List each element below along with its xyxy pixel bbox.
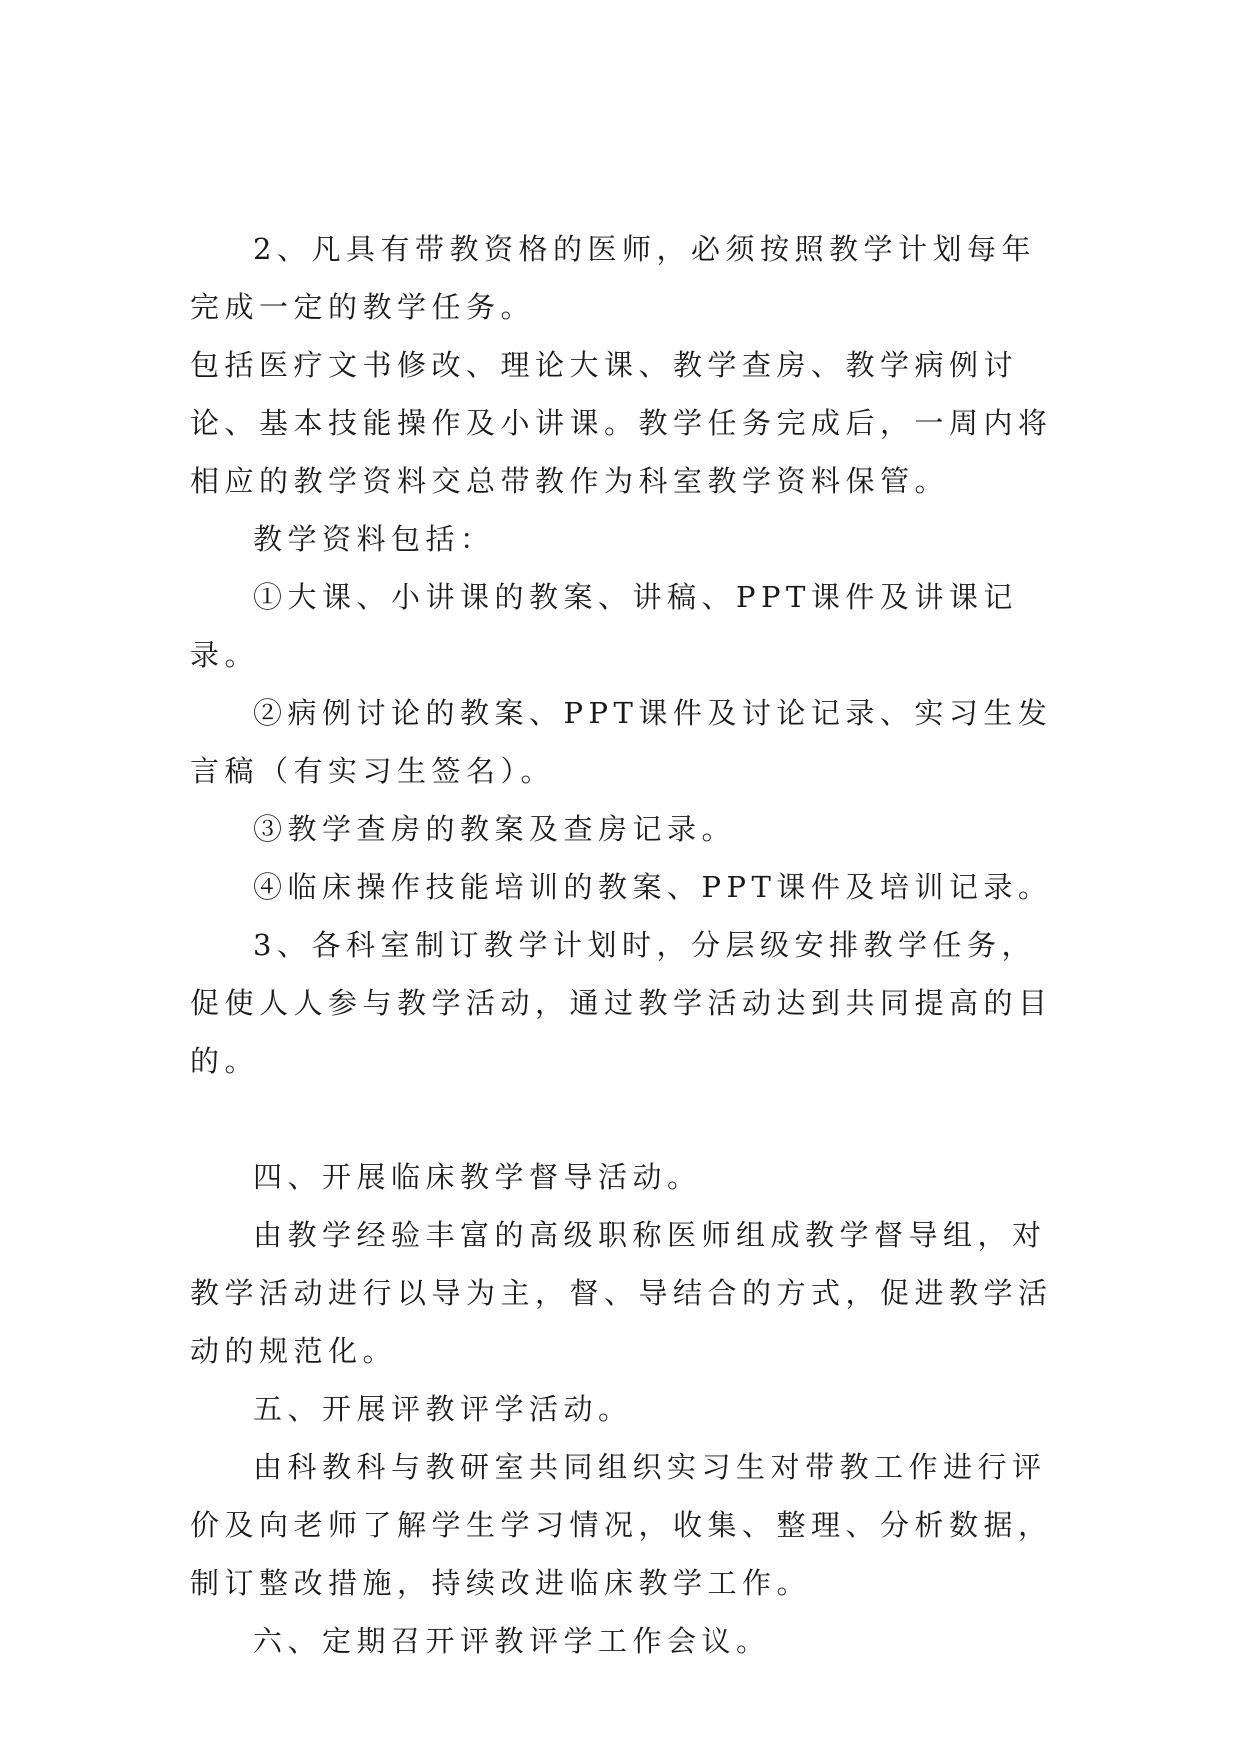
section-spacer [190,1090,1070,1148]
paragraph-supervision: 由教学经验丰富的高级职称医师组成教学督导组，对教学活动进行以导为主，督、导结合的方式，促进教学活动的规范化。 [190,1218,1053,1368]
section-heading-5: 五、开展评教评学活动。 [253,1392,633,1426]
paragraph-teaching-tasks: 包括医疗文书修改、理论大课、教学查房、教学病例讨论、基本技能操作及小讲课。教学任务完成后，一周内将相应的教学资料交总带教作为科室教学资料保管。 [190,348,1053,498]
section-heading-4: 四、开展临床教学督导活动。 [253,1160,702,1194]
paragraph-material-3: ③教学查房的教案及查房记录。 [253,812,737,846]
document-body [190,220,1070,1670]
paragraph-evaluation: 由科教科与教研室共同组织实习生对带教工作进行评价及向老师了解学生学习情况，收集、整理、分析数据，制订整改措施，持续改进临床教学工作。 [190,1450,1053,1600]
paragraph-item-2: 2、凡具有带教资格的医师，必须按照教学计划每年完成一定的教学任务。 [190,232,1036,324]
paragraph-material-4: ④临床操作技能培训的教案、PPT课件及培训记录。 [253,870,1053,904]
paragraph-materials-heading: 教学资料包括： [253,522,495,556]
paragraph-material-2: ②病例讨论的教案、PPT课件及讨论记录、实习生发言稿（有实习生签名）。 [190,696,1053,788]
section-heading-6: 六、定期召开评教评学工作会议。 [253,1624,771,1658]
paragraph-material-1: ①大课、小讲课的教案、讲稿、PPT课件及讲课记录。 [190,580,1018,672]
paragraph-item-3: 3、各科室制订教学计划时，分层级安排教学任务，促使人人参与教学活动，通过教学活动达到共同提高的目的。 [190,928,1053,1078]
